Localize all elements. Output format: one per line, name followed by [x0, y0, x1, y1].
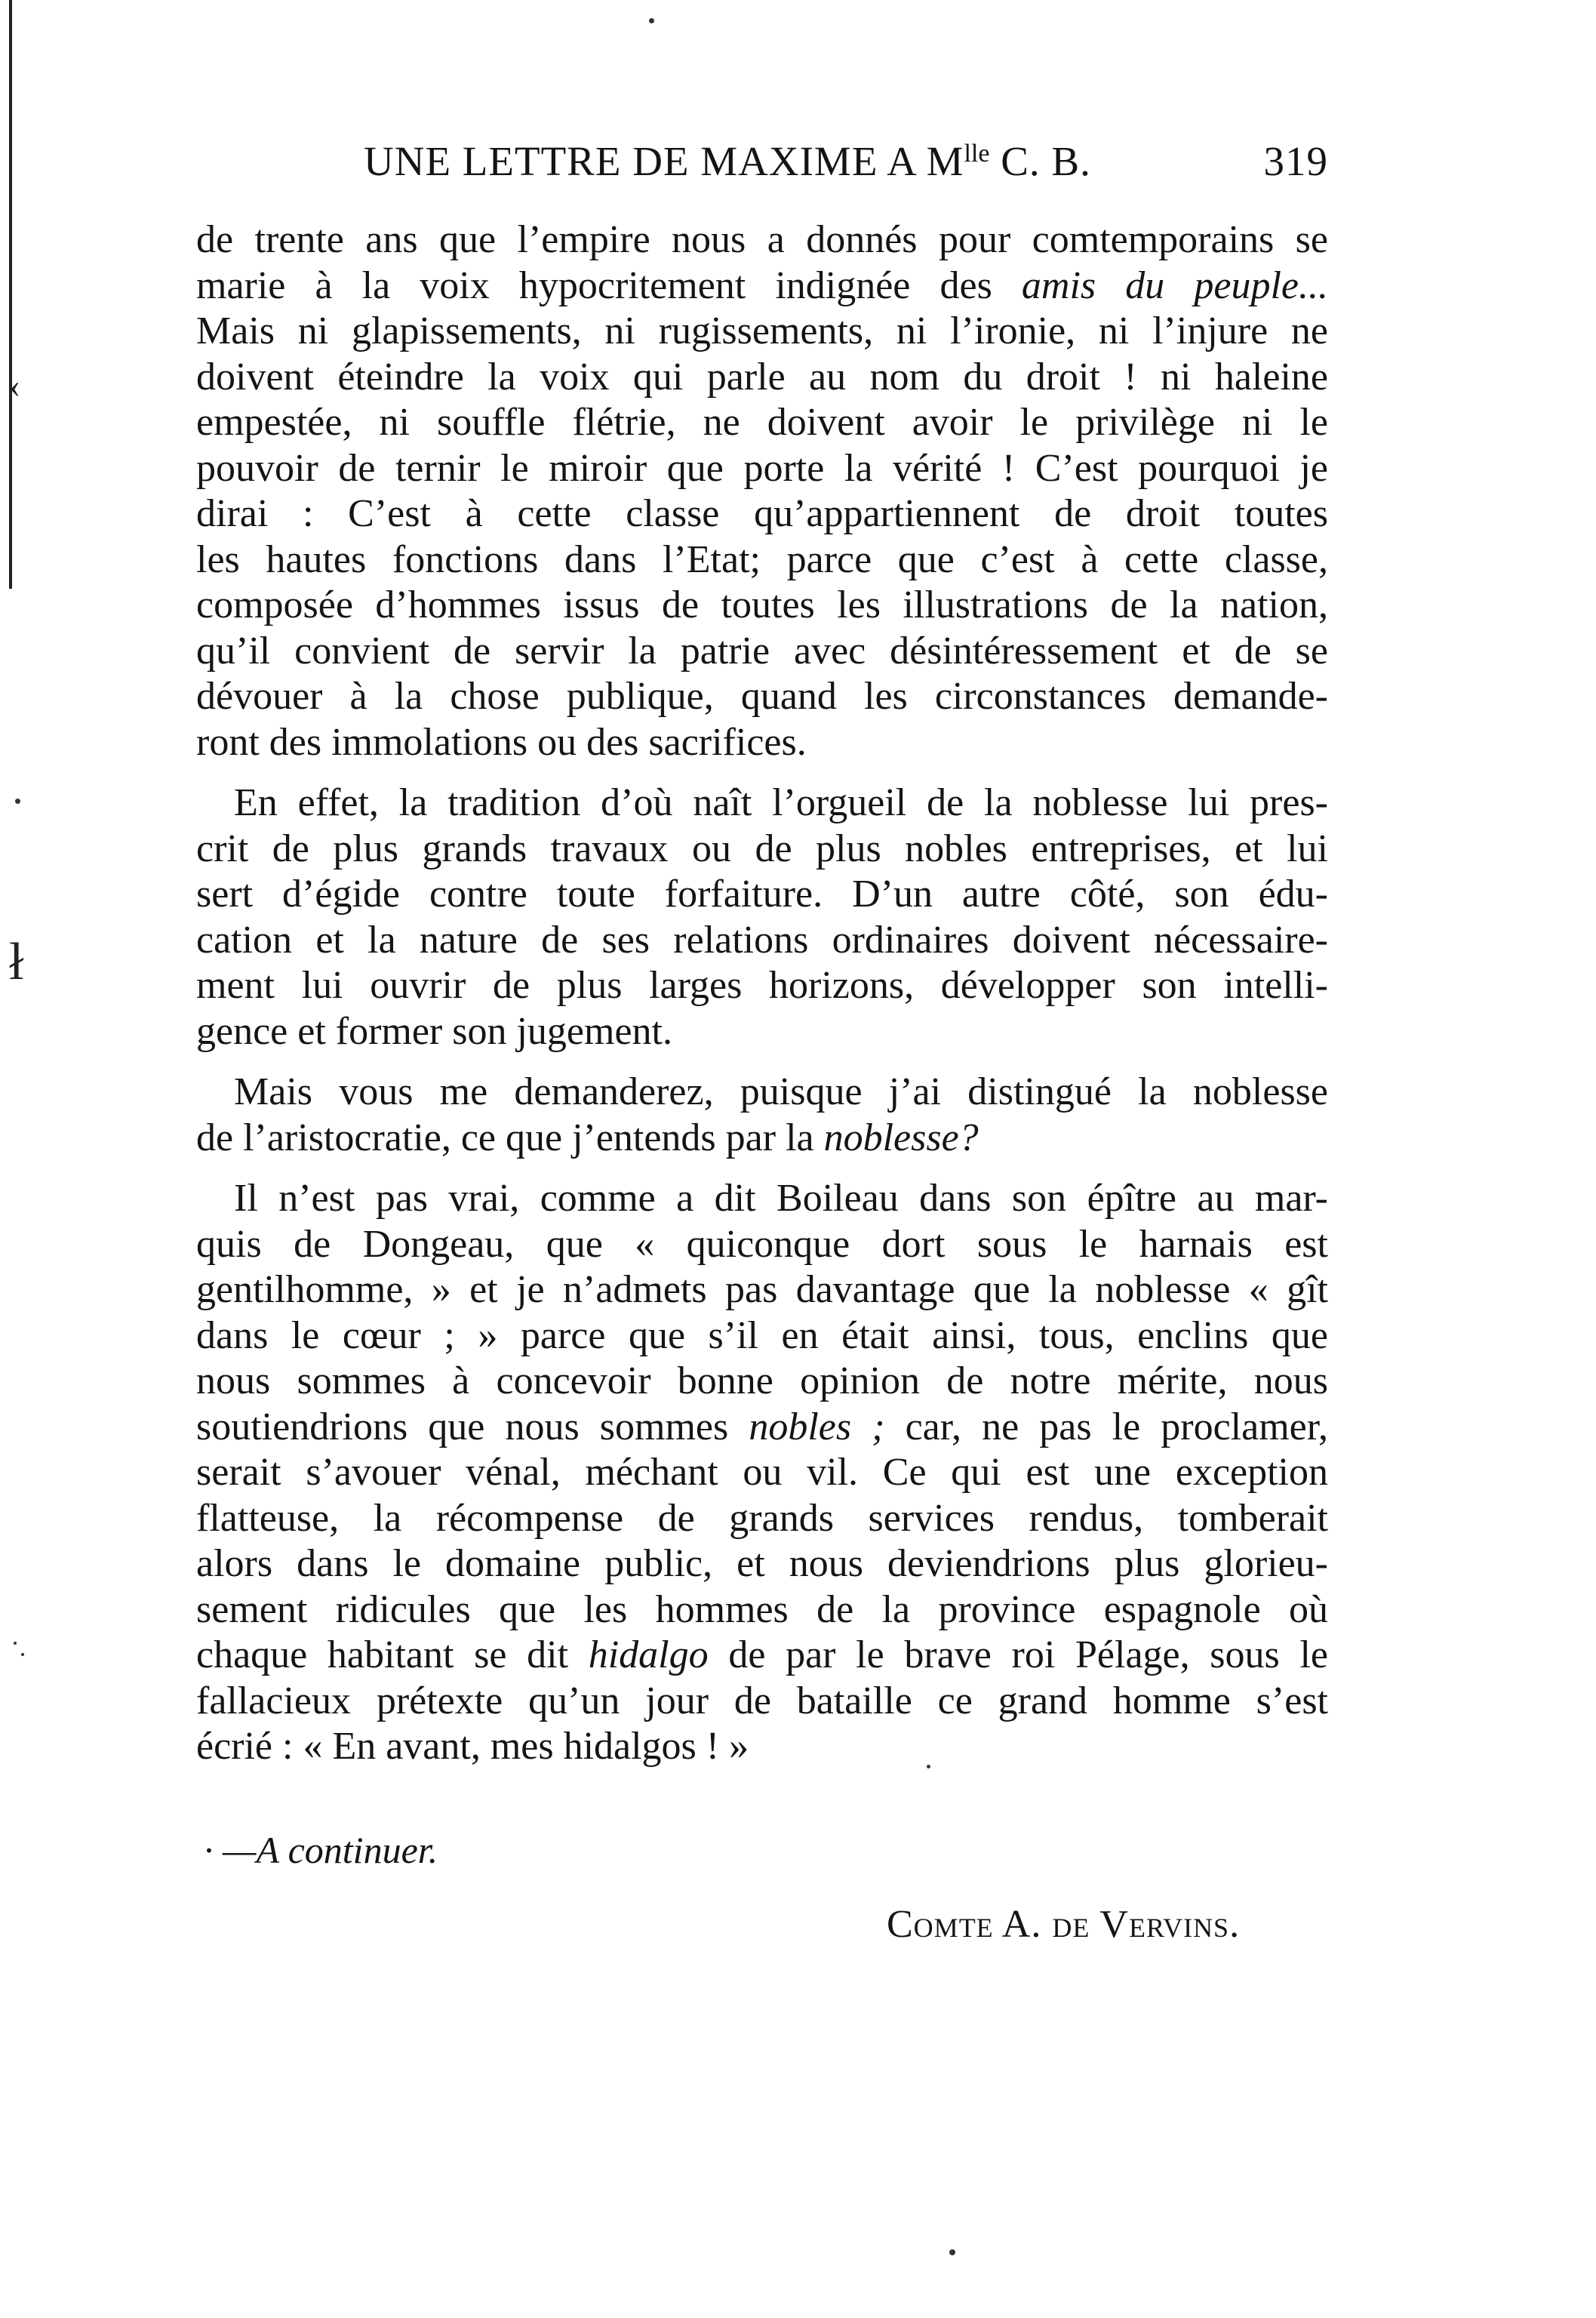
text-line: de trente ans que l’empire nous a donnés pour comtemporains se [196, 218, 1328, 261]
scan-speck [949, 2249, 955, 2255]
running-title-text: UNE LETTRE DE MAXIME A M [364, 138, 964, 184]
paragraph [196, 780, 1328, 1054]
text-line: qu’il convient de servir la patrie avec désintéressement et de se [196, 629, 1328, 673]
text-line: serait s’avouer vénal, méchant ou vil. Ce qui est une exception [196, 1451, 1328, 1494]
text-line: pouvoir de ternir le miroir que porte la vérité ! C’est pourquoi je [196, 446, 1328, 490]
margin-mark-arrow: ‹ [9, 366, 21, 405]
scan-edge-line [9, 0, 12, 589]
page-number: 319 [1263, 138, 1328, 184]
text-line: gence et former son jugement. [196, 1009, 672, 1053]
text-line: flatteuse, la récompense de grands services rendus, tomberait [196, 1496, 1328, 1540]
text-line: ront des immolations ou des sacrifices. [196, 720, 807, 764]
text-line: crit de plus grands travaux ou de plus nobles entreprises, et lui [196, 827, 1328, 870]
scan-speck [15, 799, 20, 804]
text-line: écrié : « En avant, mes hidalgos ! » [196, 1725, 749, 1768]
text-line: ment lui ouvrir de plus larges horizons, développer son intelli- [196, 964, 1328, 1007]
text-line: En effet, la tradition d’où naît l’orgueil de la noblesse lui pres- [234, 781, 1328, 824]
text-line: empestée, ni souffle flétrie, ne doivent avoir le privilège ni le [196, 401, 1328, 444]
text-line: dans le cœur ; » parce que s’il en était ainsi, tous, enclins que [196, 1313, 1328, 1357]
text-line: dirai : C’est à cette classe qu’appartiennent de droit toutes [196, 492, 1328, 535]
text-line: soutiendrions que nous sommes nobles ; car, ne pas le proclamer, [196, 1405, 1328, 1448]
text-line: sement ridicules que les hommes de la province espagnole où [196, 1587, 1328, 1631]
text-line: sert d’égide contre toute forfaiture. D’un autre côté, son édu- [196, 873, 1328, 916]
text-line: dévouer à la chose publique, quand les circonstances demande- [196, 675, 1328, 718]
running-title-superscript: lle [964, 140, 990, 168]
paragraph [196, 1070, 1328, 1161]
text-line: Il n’est pas vrai, comme a dit Boileau dans son épître au mar- [234, 1177, 1328, 1220]
text-line: quis de Dongeau, que « quiconque dort sous le harnais est [196, 1222, 1328, 1266]
text-line: fallacieux prétexte qu’un jour de bataille ce grand homme s’est [196, 1679, 1328, 1722]
running-title [364, 137, 1091, 185]
body-text [196, 217, 1328, 1770]
text-line: alors dans le domaine public, et nous deviendrions plus glorieu- [196, 1542, 1328, 1585]
scan-speck [649, 18, 654, 23]
text-line: cation et la nature de ses relations ordinaires doivent nécessaire- [196, 918, 1328, 962]
text-line: de l’aristocratie, ce que j’entends par la noblesse? [196, 1116, 979, 1159]
text-line: composée d’hommes issus de toutes les illustrations de la nation, [196, 583, 1328, 626]
paragraph [196, 1176, 1328, 1770]
margin-mark-stroke: ł [9, 933, 24, 991]
continue-note: · —A continuer. [204, 1829, 438, 1871]
running-title-end: C. B. [989, 138, 1091, 184]
text-line: chaque habitant se dit hidalgo de par le brave roi Pélage, sous le [196, 1633, 1328, 1676]
text-line: les hautes fonctions dans l’Etat; parce que c’est à cette classe, [196, 537, 1328, 581]
text-line: Mais vous me demanderez, puisque j’ai distingué la noblesse [234, 1070, 1328, 1113]
text-line: nous sommes à concevoir bonne opinion de notre mérite, nous [196, 1359, 1328, 1402]
signature: Comte A. de Vervins. [887, 1903, 1241, 1946]
scan-speck [21, 1653, 24, 1656]
text-line: doivent éteindre la voix qui parle au nom du droit ! ni haleine [196, 355, 1328, 399]
paragraph [196, 217, 1328, 765]
running-head [196, 137, 1328, 190]
text-line: marie à la voix hypocritement indignée des amis du peuple... [196, 263, 1328, 307]
scan-speck [14, 1642, 17, 1645]
text-line: Mais ni glapissements, ni rugissements, ni l’ironie, ni l’injure ne [196, 309, 1328, 352]
text-line: gentilhomme, » et je n’admets pas davantage que la noblesse « gît [196, 1268, 1328, 1311]
